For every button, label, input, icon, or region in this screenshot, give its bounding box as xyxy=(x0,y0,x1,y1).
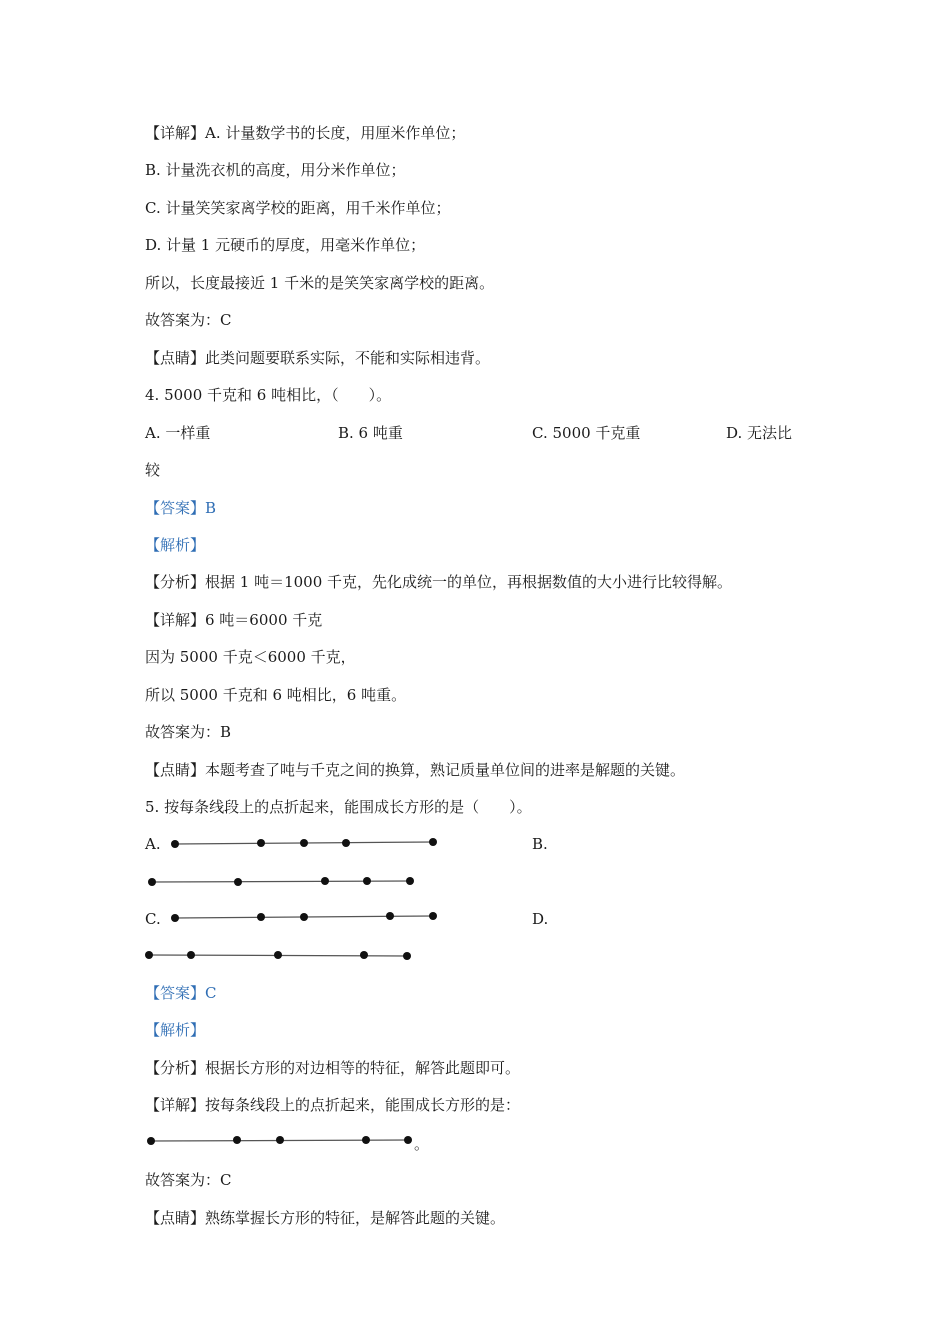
q5-final: 故答案为：C xyxy=(145,1171,232,1189)
detail-line-c: C. 计量笑笑家离学校的距离，用千米作单位； xyxy=(145,199,451,217)
q5-option-d-segment xyxy=(144,948,416,962)
q5-detail: 【详解】按每条线段上的点折起来，能围成长方形的是： xyxy=(145,1096,521,1114)
detail-line-b: B. 计量洗衣机的高度，用分米作单位； xyxy=(145,161,406,179)
q4-tip: 【点睛】本题考查了吨与千克之间的换算，熟记质量单位间的进率是解题的关键。 xyxy=(145,761,686,779)
q5-answer: 【答案】C xyxy=(145,984,217,1002)
q4-detail: 【详解】6 吨＝6000 千克 xyxy=(145,611,323,629)
q4-option-c: C. 5000 千克重 xyxy=(532,424,641,442)
q4-option-a: A. 一样重 xyxy=(145,424,211,442)
q4-final: 故答案为：B xyxy=(145,723,232,741)
conclusion-line: 所以，长度最接近 1 千米的是笑笑家离学校的距离。 xyxy=(145,274,495,292)
q5-analysis-heading: 【解析】 xyxy=(145,1021,206,1039)
q5-analysis: 【分析】根据长方形的对边相等的特征，解答此题即可。 xyxy=(145,1059,521,1077)
q4-answer: 【答案】B xyxy=(145,499,217,517)
q5-option-d: D. xyxy=(532,910,549,928)
q5-answer-period: 。 xyxy=(414,1135,430,1153)
q4-analysis-heading: 【解析】 xyxy=(145,536,206,554)
detail-line-d: D. 计量 1 元硬币的厚度，用毫米作单位； xyxy=(145,236,426,254)
answer-line-q3: 故答案为：C xyxy=(145,311,232,329)
q5-tip: 【点睛】熟练掌握长方形的特征，是解答此题的关键。 xyxy=(145,1209,506,1227)
q5-option-c-segment xyxy=(170,910,440,924)
q4-option-d: D. 无法比 xyxy=(726,424,793,442)
q4-option-b: B. 6 吨重 xyxy=(338,424,403,442)
detail-line-a: 【详解】A. 计量数学书的长度，用厘米作单位； xyxy=(145,124,466,142)
q5-option-b-segment xyxy=(146,874,418,888)
q4-option-d-wrap: 较 xyxy=(145,461,161,479)
q5-option-b: B. xyxy=(532,835,548,853)
q4-so: 所以 5000 千克和 6 吨相比，6 吨重。 xyxy=(145,686,407,704)
question-4: 4. 5000 千克和 6 吨相比，（ ）。 xyxy=(145,386,392,404)
q5-option-a-segment xyxy=(170,836,440,850)
q5-option-a: A. xyxy=(145,835,161,853)
q5-option-c: C. xyxy=(145,910,161,928)
question-5: 5. 按每条线段上的点折起来，能围成长方形的是（ ）。 xyxy=(145,798,532,816)
q5-answer-segment xyxy=(146,1133,418,1147)
q4-analysis: 【分析】根据 1 吨＝1000 千克，先化成统一的单位，再根据数值的大小进行比较得解。 xyxy=(145,573,733,591)
tip-line-q3: 【点睛】此类问题要联系实际，不能和实际相违背。 xyxy=(145,349,491,367)
q4-because: 因为 5000 千克＜6000 千克， xyxy=(145,648,356,666)
